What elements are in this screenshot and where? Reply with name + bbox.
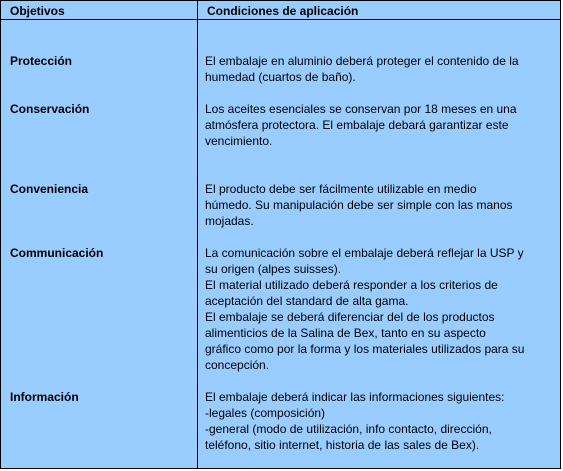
- table-row-line: El material utilizado deberá responder a los criterios de: [205, 278, 498, 292]
- conditions-communicacion: [205, 245, 551, 373]
- table-row-line: -legales (composición): [205, 406, 326, 420]
- table-row-line: humedad (cuartos de baño).: [205, 70, 356, 84]
- objective-communicacion: Communicación: [10, 246, 104, 260]
- table-row-line: teléfono, sitio internet, historia de las sales de Bex).: [205, 438, 480, 452]
- conditions-proteccion: [205, 53, 551, 85]
- objective-conservacion: Conservación: [10, 102, 90, 116]
- table-row-line: gráfico como por la forma y los materiales utilizados para su: [205, 342, 525, 356]
- header-divider: [1, 19, 560, 20]
- conditions-conservacion: [205, 101, 551, 149]
- column-divider: [197, 1, 198, 468]
- table-row-line: su origen (alpes suisses).: [205, 262, 342, 276]
- objective-conveniencia: Conveniencia: [10, 182, 89, 196]
- table-row-line: atmósfera protectora. El embalaje debará garantizar este: [205, 118, 509, 132]
- table-row-line: vencimiento.: [205, 134, 273, 148]
- table-row-line: Los aceites esenciales se conservan por 18 meses en una: [205, 102, 517, 116]
- conditions-conveniencia: [205, 181, 551, 229]
- objective-proteccion: Protección: [10, 54, 73, 68]
- table-row-line: aceptación del standard de alta gama.: [205, 294, 409, 308]
- table-row-line: alimenticios de la Salina de Bex, tanto en su aspecto: [205, 326, 486, 340]
- table-row-line: El embalaje deberá indicar las informaciones siguientes:: [205, 390, 505, 404]
- header-objetivos: Objetivos: [10, 4, 65, 18]
- table-row-line: El embalaje se deberá diferenciar del de los productos: [205, 310, 495, 324]
- header-condiciones: Condiciones de aplicación: [207, 4, 359, 18]
- table-row-line: concepción.: [205, 358, 270, 372]
- conditions-informacion: [205, 389, 551, 453]
- table-row-line: -general (modo de utilización, info contacto, dirección,: [205, 422, 492, 436]
- table-row-line: La comunicación sobre el embalaje deberá reflejar la USP y: [205, 246, 524, 260]
- objective-informacion: Información: [10, 390, 79, 404]
- table-row-line: mojadas.: [205, 214, 254, 228]
- table-row-line: El producto debe ser fácilmente utilizable en medio: [205, 182, 477, 196]
- table-row-line: El embalaje en aluminio deberá proteger el contenido de la: [205, 54, 519, 68]
- table-row-line: húmedo. Su manipulación debe ser simple con las manos: [205, 198, 513, 212]
